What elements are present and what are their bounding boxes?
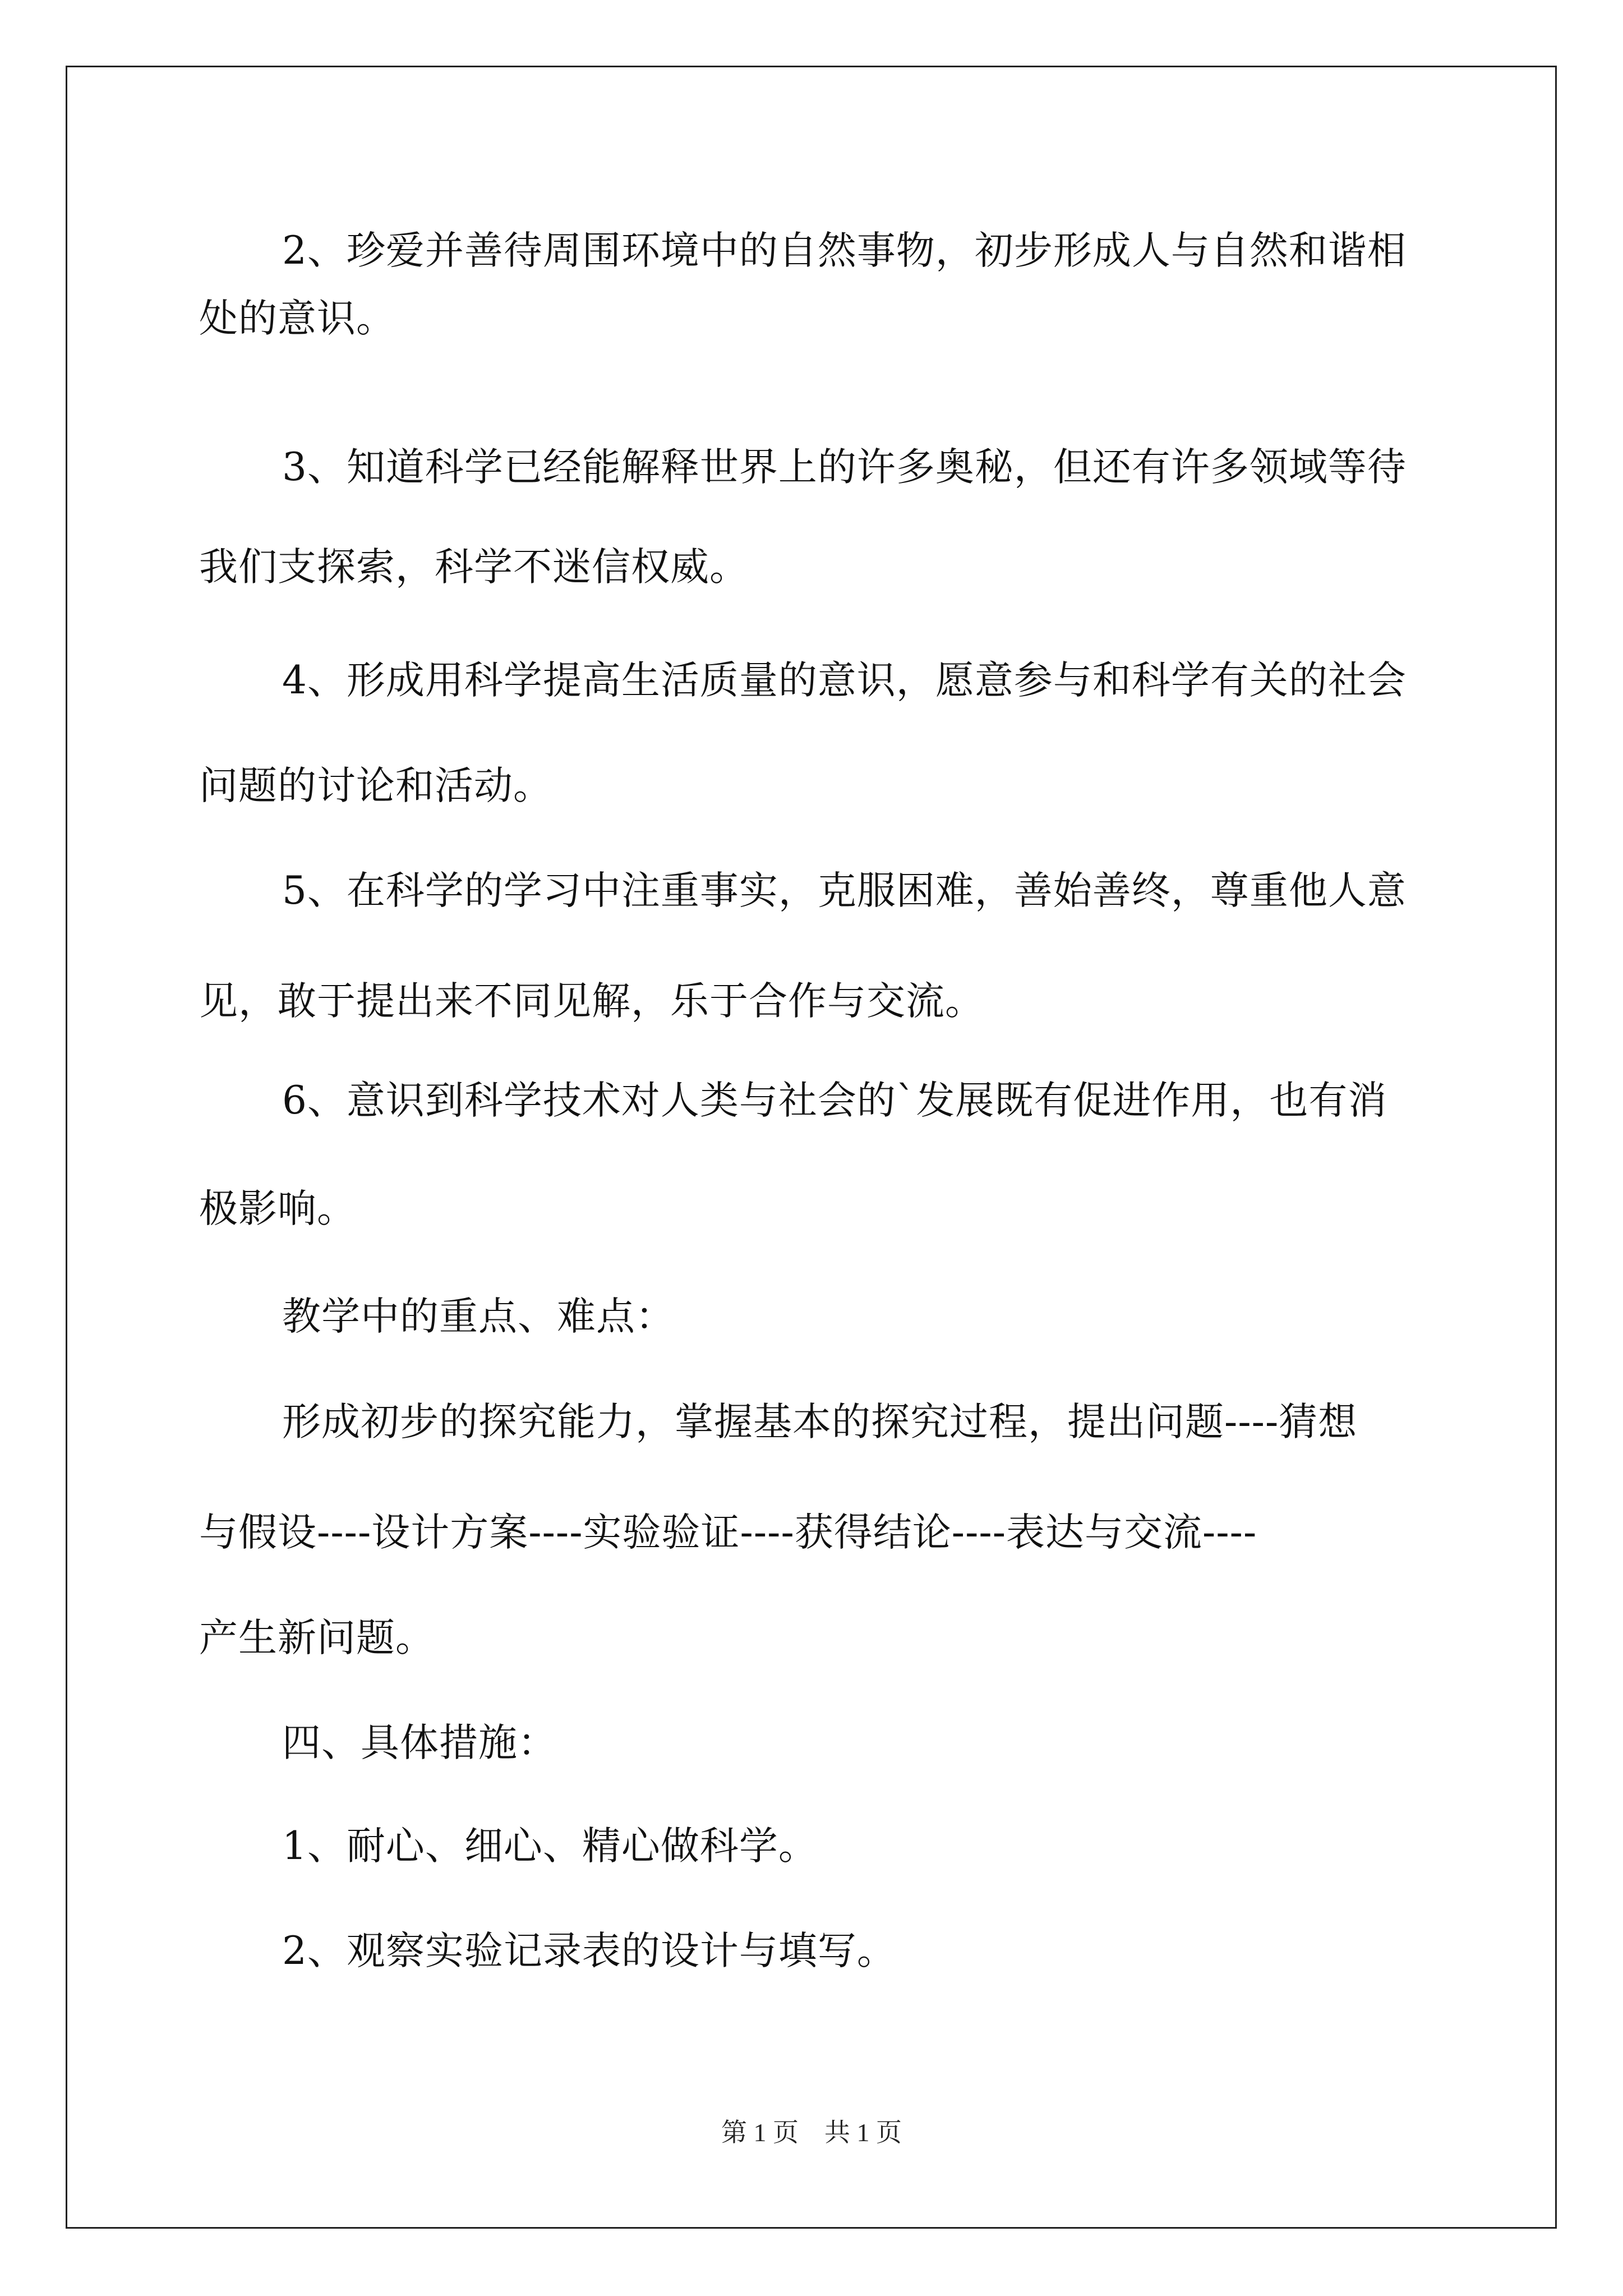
section-heading: 四、具体措施： (282, 1720, 557, 1765)
paragraph-line: 极影响。 (199, 1186, 356, 1231)
paragraph-line: 5、在科学的学习中注重事实，克服困难，善始善终，尊重他人意 (282, 868, 1407, 913)
paragraph-line: 1、耐心、细心、精心做科学。 (282, 1824, 818, 1869)
paragraph-line: 2、观察实验记录表的设计与填写。 (282, 1929, 896, 1973)
page-footer: 第 1 页 共 1 页 (721, 2118, 902, 2147)
paragraph-line: 2、珍爱并善待周围环境中的自然事物，初步形成人与自然和谐相 (282, 228, 1407, 273)
section-heading: 教学中的重点、难点： (282, 1294, 675, 1339)
paragraph-line: 形成初步的探究能力，掌握基本的探究过程，提出问题----猜想 (282, 1400, 1358, 1444)
paragraph-line: 我们支探索，科学不迷信权威。 (199, 545, 749, 590)
paragraph-line: 产生新问题。 (199, 1616, 435, 1660)
paragraph-line: 处的意识。 (199, 296, 395, 341)
paragraph-line: 与假设----设计方案----实验验证----获得结论----表达与交流---- (199, 1510, 1257, 1555)
paragraph-line: 6、意识到科学技术对人类与社会的`发展既有促进作用，也有消 (282, 1078, 1387, 1123)
paragraph-line: 见，敢于提出来不同见解，乐于合作与交流。 (199, 979, 984, 1024)
paragraph-line: 4、形成用科学提高生活质量的意识，愿意参与和科学有关的社会 (282, 658, 1407, 703)
paragraph-line: 3、知道科学已经能解释世界上的许多奥秘，但还有许多领域等待 (282, 445, 1407, 490)
page-border (66, 66, 1557, 2229)
paragraph-line: 问题的讨论和活动。 (199, 763, 552, 808)
